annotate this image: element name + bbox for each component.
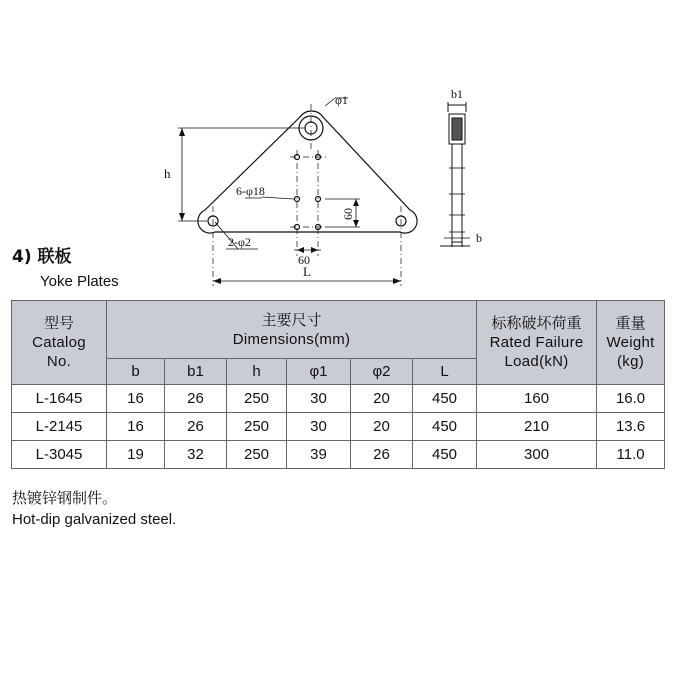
note-chinese: 热镀锌钢制件。 [12, 489, 118, 507]
cell-weight: 13.6 [597, 413, 665, 441]
cell-load: 210 [477, 413, 597, 441]
cell-h: 250 [227, 441, 287, 469]
cell-phi1: 30 [287, 413, 351, 441]
header-weight: 重量 Weight (kg) [597, 301, 665, 385]
cell-phi2: 20 [351, 413, 413, 441]
cell-load: 300 [477, 441, 597, 469]
cell-weight: 16.0 [597, 385, 665, 413]
section-title: 4) 联板 [12, 247, 72, 267]
plate-front-view [198, 111, 417, 233]
plate-side-view [440, 102, 470, 247]
cell-catalog: L-3045 [12, 441, 107, 469]
dimension-lines [178, 98, 401, 281]
header-dimensions: 主要尺寸 Dimensions(mm) [107, 301, 477, 359]
cell-b: 16 [107, 385, 165, 413]
section-subtitle: Yoke Plates [40, 273, 119, 290]
yoke-plate-drawing [0, 0, 675, 300]
cell-h: 250 [227, 385, 287, 413]
cell-weight: 11.0 [597, 441, 665, 469]
cell-b: 19 [107, 441, 165, 469]
header-h: h [227, 359, 287, 385]
cell-catalog: L-2145 [12, 413, 107, 441]
cell-b: 16 [107, 413, 165, 441]
label-b: b [476, 231, 482, 245]
header-b: b [107, 359, 165, 385]
table-row [12, 413, 665, 441]
header-phi2: φ2 [351, 359, 413, 385]
cell-phi2: 20 [351, 385, 413, 413]
cell-b1: 26 [165, 385, 227, 413]
plate-outline [198, 111, 417, 233]
label-b1: b1 [451, 87, 463, 101]
header-rated-load: 标称破坏荷重 Rated Failure Load(kN) [477, 301, 597, 385]
cell-b1: 26 [165, 413, 227, 441]
cell-L: 450 [413, 441, 477, 469]
cell-phi2: 26 [351, 441, 413, 469]
label-phi1: φ1 [335, 93, 348, 107]
label-h: h [164, 166, 171, 181]
label-6-holes: 6-φ18 [236, 184, 265, 198]
cell-L: 450 [413, 385, 477, 413]
table-row [12, 441, 665, 469]
cell-L: 450 [413, 413, 477, 441]
cell-phi1: 30 [287, 385, 351, 413]
header-b1: b1 [165, 359, 227, 385]
header-L: L [413, 359, 477, 385]
label-60-vertical: 60 [341, 208, 355, 220]
cell-b1: 32 [165, 441, 227, 469]
specification-table [11, 300, 665, 469]
note-english: Hot-dip galvanized steel. [12, 511, 177, 528]
cell-catalog: L-1645 [12, 385, 107, 413]
label-L: L [303, 264, 311, 279]
label-60-horizontal: 60 [298, 253, 310, 267]
header-phi1: φ1 [287, 359, 351, 385]
cell-h: 250 [227, 413, 287, 441]
arrow-heads [179, 128, 401, 284]
header-catalog: 型号 Catalog No. [12, 301, 107, 385]
cell-phi1: 39 [287, 441, 351, 469]
cell-load: 160 [477, 385, 597, 413]
label-2-holes: 2-φ2 [228, 235, 251, 249]
table-row [12, 385, 665, 413]
